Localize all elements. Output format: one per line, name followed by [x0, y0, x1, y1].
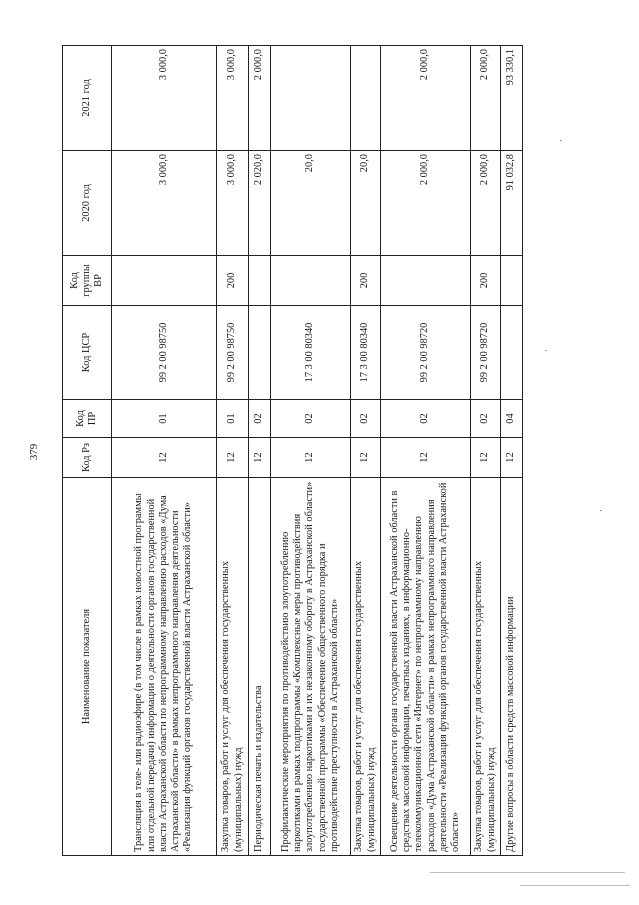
row-csr [249, 306, 271, 400]
scan-artifact-speck [560, 140, 562, 141]
header-row [63, 46, 112, 856]
row-name: Закупка товаров, работ и услуг для обеспечения государственных (муниципальных) нужд [471, 478, 501, 856]
row-vr [501, 256, 523, 306]
row-2021 [351, 46, 381, 151]
scan-artifact-speck [600, 510, 602, 511]
row-name: Другие вопросы в области средств массовой информации [501, 478, 523, 856]
row-vr [271, 256, 351, 306]
row-vr: 200 [351, 256, 381, 306]
row-rz: 12 [351, 438, 381, 478]
table-row [501, 46, 523, 856]
scan-artifact-speck [545, 350, 547, 351]
row-name: Освещение деятельности органа государственной власти Астраханской области в средствах массовой информации, печатных изданиях, в информационно-телекоммуникационной сети «Интернет» по непрограммному направлению расходов «Дума Астраханской области» в рамках непрограммного направления деятельности «Реализация функций органов государственной власти Астраханской области» [381, 478, 471, 856]
row-vr [249, 256, 271, 306]
row-pr: 02 [471, 400, 501, 438]
row-vr: 200 [217, 256, 249, 306]
row-vr: 200 [471, 256, 501, 306]
row-2020: 91 032,8 [501, 151, 523, 256]
row-name: Профилактические мероприятия по противодействию злоупотреблению наркотиками в рамках подпрограммы «Комплексные меры противодействия злоупотреблению наркотиками и их незаконному обороту в Астраханской области» государственной программы «Обеспечение общественного порядка и противодействие преступности в Астраханской области» [271, 478, 351, 856]
table-row [249, 46, 271, 856]
header-2020: 2020 год [63, 151, 112, 256]
row-2020: 3 000,0 [217, 151, 249, 256]
row-pr: 02 [249, 400, 271, 438]
table-row [381, 46, 471, 856]
row-csr: 99 2 00 98720 [471, 306, 501, 400]
table-row [471, 46, 501, 856]
row-vr [381, 256, 471, 306]
header-2021: 2021 год [63, 46, 112, 151]
row-2021: 2 000,0 [471, 46, 501, 151]
row-vr [112, 256, 217, 306]
row-rz: 12 [112, 438, 217, 478]
budget-table [62, 45, 523, 856]
row-2021: 3 000,0 [112, 46, 217, 151]
header-name: Наименование показателя [63, 478, 112, 856]
row-pr: 04 [501, 400, 523, 438]
row-csr: 99 2 00 98750 [112, 306, 217, 400]
row-2020: 20,0 [271, 151, 351, 256]
row-csr: 17 3 00 80340 [271, 306, 351, 400]
scan-artifact-line [430, 872, 625, 873]
row-pr: 01 [217, 400, 249, 438]
header-csr: Код ЦСР [63, 306, 112, 400]
row-csr: 99 2 00 98750 [217, 306, 249, 400]
row-rz: 12 [217, 438, 249, 478]
row-rz: 12 [471, 438, 501, 478]
row-2021: 2 000,0 [249, 46, 271, 151]
row-2020: 20,0 [351, 151, 381, 256]
row-rz: 12 [271, 438, 351, 478]
row-2021: 93 330,1 [501, 46, 523, 151]
rotated-table-wrapper [62, 46, 517, 856]
page-number: 379 [28, 443, 40, 461]
header-pr: Код ПР [63, 400, 112, 438]
row-rz: 12 [249, 438, 271, 478]
scan-artifact-line [520, 885, 630, 886]
row-2020: 3 000,0 [112, 151, 217, 256]
row-2020: 2 000,0 [471, 151, 501, 256]
table-row [351, 46, 381, 856]
row-pr: 02 [271, 400, 351, 438]
row-2020: 2 020,0 [249, 151, 271, 256]
table-row [271, 46, 351, 856]
header-vr: Код группы ВР [63, 256, 112, 306]
row-2021: 2 000,0 [381, 46, 471, 151]
table-row [217, 46, 249, 856]
header-rz: Код Рз [63, 438, 112, 478]
table-row [112, 46, 217, 856]
row-name: Периодическая печать и издательства [249, 478, 271, 856]
row-csr: 99 2 00 98720 [381, 306, 471, 400]
row-2021 [271, 46, 351, 151]
row-rz: 12 [381, 438, 471, 478]
row-name: Закупка товаров, работ и услуг для обеспечения государственных (муниципальных) нужд [217, 478, 249, 856]
row-pr: 02 [351, 400, 381, 438]
row-name: Трансляция в теле- или радиоэфире (в том числе в рамках новостной программы или отдельной передачи) информации о деятельности органов государственной власти Астраханской области по непрограммному направлению расходов «Дума Астраханской области» в рамках непрограммного направления деятельности «Реализация функций органов государственной власти Астраханской области» [112, 478, 217, 856]
row-csr [501, 306, 523, 400]
row-2020: 2 000,0 [381, 151, 471, 256]
row-2021: 3 000,0 [217, 46, 249, 151]
row-pr: 01 [112, 400, 217, 438]
row-csr: 17 3 00 80340 [351, 306, 381, 400]
row-rz: 12 [501, 438, 523, 478]
row-pr: 02 [381, 400, 471, 438]
row-name: Закупка товаров, работ и услуг для обеспечения государственных (муниципальных) нужд [351, 478, 381, 856]
